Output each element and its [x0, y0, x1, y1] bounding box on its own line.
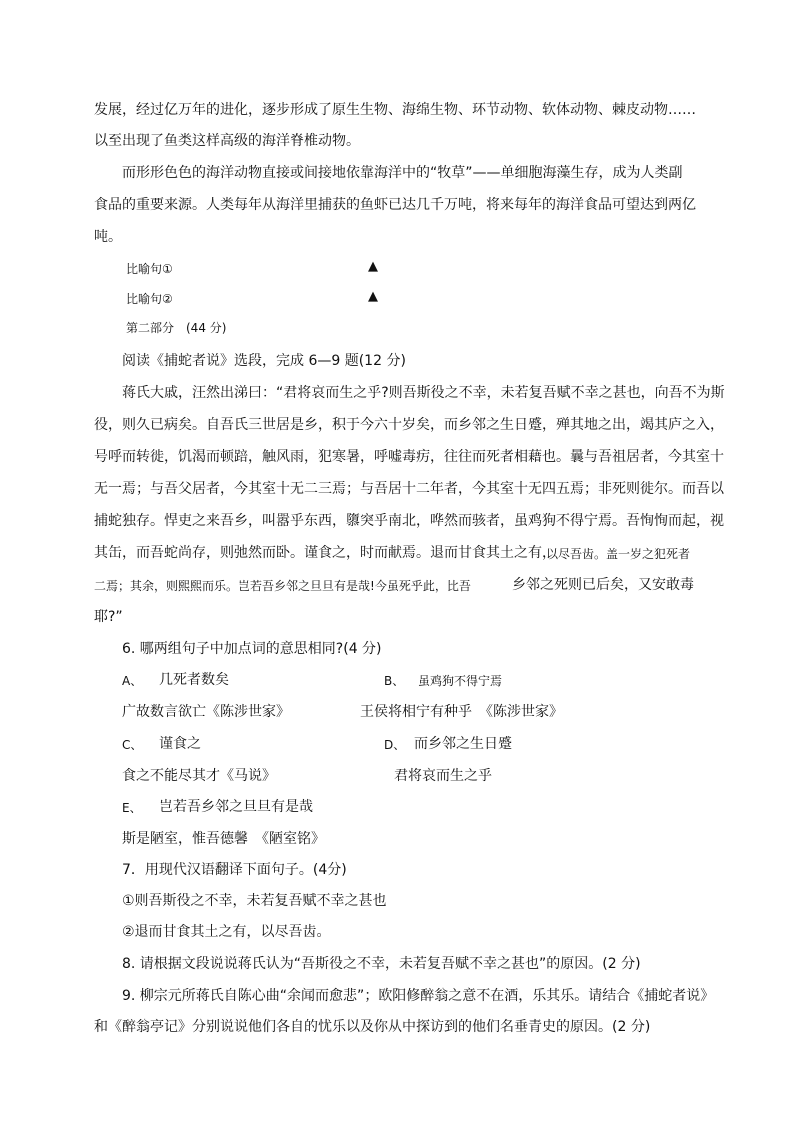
- q6-a-ref: 广故数言欲亡《陈涉世家》: [122, 704, 290, 720]
- q9-line-1: 9. 柳宗元所蒋氏自陈心曲“余闻而愈悲”；欧阳修醉翁之意不在酒，乐其乐。请结合《捕蛇者说》: [122, 988, 715, 1004]
- q6-a-text: 几死者数矣: [159, 672, 229, 688]
- q6-c-text: 谨食之: [159, 736, 201, 752]
- q7-sentence-1: ①则吾斯役之不幸，未若复吾赋不幸之甚也: [122, 893, 387, 909]
- q6-e-label: E、: [122, 801, 142, 815]
- q7-sentence-2: ②退而甘食其土之有，以尽吾齿。: [122, 924, 331, 940]
- q6-a-label: A、: [122, 674, 143, 688]
- para2-line2: 食品的重要来源。人类每年从海洋里捕获的鱼虾已达几千万吨，将来每年的海洋食品可望达到两亿: [94, 197, 696, 213]
- passage-line-6b: 以尽吾齿。盖一岁之犯死者: [546, 547, 691, 561]
- q6-stem: 6. 哪两组句子中加点词的意思相同?(4 分): [122, 641, 382, 657]
- q6-b-ref: 王侯将相宁有种乎 《陈涉世家》: [360, 704, 563, 720]
- q7-stem: 7．用现代汉语翻译下面句子。(4分): [122, 862, 347, 878]
- passage-line-8: 耶?”: [94, 609, 123, 625]
- part2-intro: 阅读《捕蛇者说》选段，完成 6—9 题(12 分): [122, 353, 406, 369]
- blank-marker-1: ▲: [368, 259, 378, 274]
- q9-line-2: 和《醉翁亭记》分别说说他们各自的忧乐以及你从中探访到的他们名垂青史的原因。(2 分): [94, 1019, 651, 1035]
- passage-line-6a: 其缶，而吾蛇尚存，则弛然而卧。谨食之，时而献焉。退而甘食其土之有，: [94, 545, 556, 561]
- q6-d-ref: 君将哀而生之乎: [394, 768, 492, 784]
- metaphor2-label: 比喻句②: [126, 292, 173, 306]
- para2-line1: 而形形色色的海洋动物直接或间接地依靠海洋中的“牧草”——单细胞海藻生存，成为人类副: [122, 165, 683, 181]
- blank-marker-2: ▲: [368, 289, 378, 304]
- passage-line-3: 号呼而转徙，饥渴而顿踣，触风雨，犯寒暑，呼嘘毒疠，往往而死者相藉也。曩与吾祖居者，今其室十: [94, 449, 724, 465]
- q8-stem: 8. 请根据文段说说蒋氏认为“吾斯役之不幸，未若复吾赋不幸之甚也”的原因。(2 分): [122, 956, 641, 972]
- q6-e-text: 岂若吾乡邻之旦旦有是哉: [159, 799, 313, 815]
- passage-line-1: 蒋氏大戚，汪然出涕曰：“君将哀而生之乎?则吾斯役之不幸，未若复吾赋不幸之甚也，向吾不为斯: [122, 385, 725, 401]
- q6-e-ref: 斯是陋室，惟吾德馨 《陋室铭》: [122, 831, 325, 847]
- q6-d-label: D、: [384, 738, 406, 752]
- metaphor1-label: 比喻句①: [126, 262, 173, 276]
- para2-line3: 吨。: [94, 229, 122, 245]
- part2-heading: 第二部分 (44 分): [126, 321, 227, 335]
- q6-b-text: 虽鸡狗不得宁焉: [418, 674, 503, 688]
- para1-line2: 以至出现了鱼类这样高级的海洋脊椎动物。: [94, 133, 360, 149]
- q6-c-label: C、: [122, 738, 143, 752]
- passage-line-2: 役，则久已病矣。自吾氏三世居是乡，积于今六十岁矣，而乡邻之生日蹙，殚其地之出，竭其庐之入，: [94, 417, 724, 433]
- passage-line-7b: 乡邻之死则已后矣，又安敢毒: [512, 577, 694, 593]
- q6-d-text: 而乡邻之生日蹙: [414, 736, 512, 752]
- passage-line-5: 捕蛇独存。悍吏之来吾乡，叫嚣乎东西，隳突乎南北，哗然而骇者，虽鸡狗不得宁焉。吾恂恂而起，视: [94, 513, 724, 529]
- q6-c-ref: 食之不能尽其才《马说》: [122, 768, 276, 784]
- passage-line-4: 无一焉；与吾父居者，今其室十无二三焉；与吾居十二年者，今其室十无四五焉；非死则徙尔。而吾以: [94, 481, 724, 497]
- para1-line1: 发展，经过亿万年的进化，逐步形成了原生生物、海绵生物、环节动物、软体动物、棘皮动物……: [94, 102, 696, 118]
- q6-b-label: B、: [384, 674, 405, 688]
- passage-line-7a: 二焉；其余，则熙熙而乐。岂若吾乡邻之旦旦有是哉!今虽死乎此，比吾: [94, 579, 471, 593]
